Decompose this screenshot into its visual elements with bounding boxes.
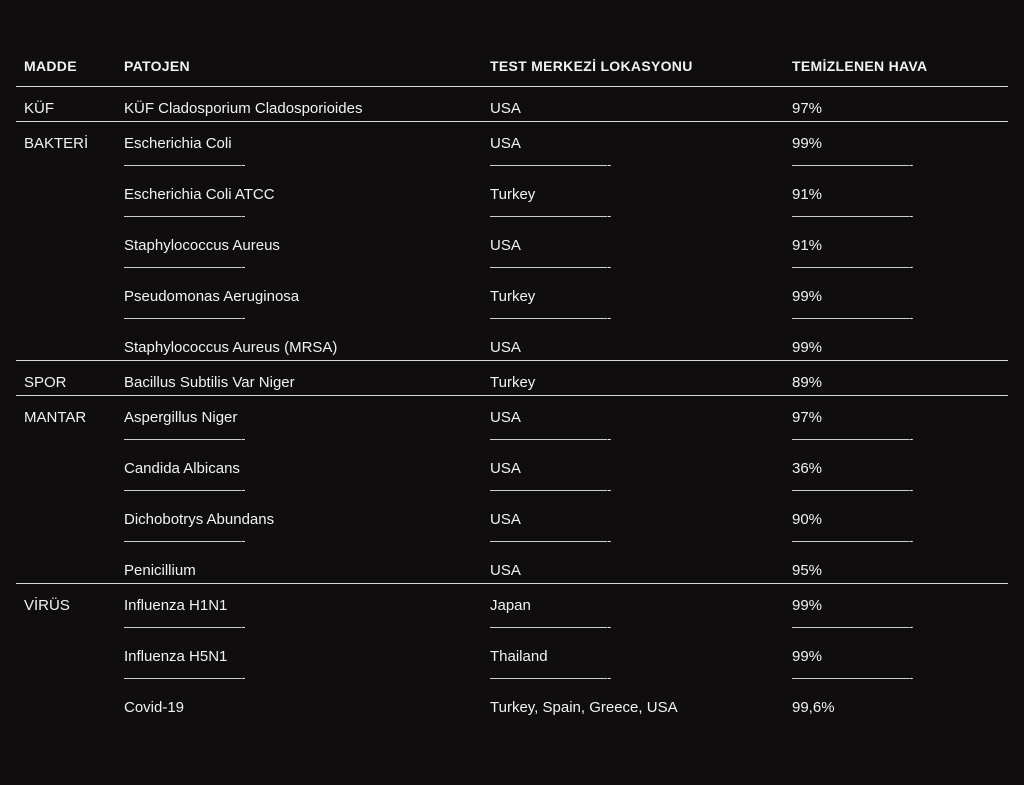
- separator-dash: —————————-: [792, 618, 914, 634]
- cell-hava: 99%: [792, 288, 823, 305]
- separator-dash: —————————-: [490, 309, 612, 325]
- cell-patojen: Pseudomonas Aeruginosa: [124, 288, 300, 305]
- cell-patojen: KÜF Cladosporium Cladosporioides: [124, 100, 363, 117]
- cell-madde: VİRÜS: [24, 597, 70, 614]
- cell-hava: 91%: [792, 237, 823, 254]
- separator-dash: —————————-: [124, 258, 246, 274]
- cell-hava: 97%: [792, 100, 823, 117]
- table-row: [16, 450, 1008, 477]
- cell-lokasyon: USA: [490, 100, 521, 117]
- separator-dash: —————————-: [124, 207, 246, 223]
- cell-patojen: Influenza H1N1: [124, 597, 228, 614]
- separator-dash: —————————-: [490, 618, 612, 634]
- separator-dash: —————————-: [124, 430, 246, 446]
- separator-dash: —————————-: [792, 258, 914, 274]
- separator-dash: —————————-: [490, 156, 612, 172]
- cell-lokasyon: USA: [490, 339, 521, 356]
- cell-madde: BAKTERİ: [24, 135, 89, 152]
- cell-lokasyon: Turkey: [490, 288, 536, 305]
- cell-lokasyon: Turkey, Spain, Greece, USA: [490, 699, 678, 716]
- table-row: [16, 638, 1008, 665]
- cell-patojen: Influenza H5N1: [124, 648, 228, 665]
- table-row: [16, 587, 1008, 614]
- pathogen-table: [16, 46, 1008, 720]
- header-patojen: PATOJEN: [124, 58, 190, 74]
- cell-hava: 91%: [792, 186, 823, 203]
- separator-dash: —————————-: [124, 481, 246, 497]
- row-separator: [16, 477, 1008, 501]
- cell-hava: 97%: [792, 409, 823, 426]
- cell-patojen: Bacillus Subtilis Var Niger: [124, 374, 295, 391]
- row-separator: [16, 305, 1008, 329]
- cell-patojen: Escherichia Coli: [124, 135, 232, 152]
- table-row: [16, 176, 1008, 203]
- cell-patojen: Staphylococcus Aureus (MRSA): [124, 339, 338, 356]
- cell-lokasyon: Thailand: [490, 648, 548, 665]
- cell-madde: MANTAR: [24, 409, 87, 426]
- table-row: [16, 501, 1008, 528]
- header-madde: MADDE: [24, 58, 77, 74]
- cell-lokasyon: USA: [490, 409, 521, 426]
- separator-dash: —————————-: [792, 156, 914, 172]
- separator-dash: —————————-: [490, 669, 612, 685]
- cell-hava: 99,6%: [792, 699, 835, 716]
- separator-dash: —————————-: [792, 207, 914, 223]
- separator-dash: —————————-: [124, 532, 246, 548]
- cell-hava: 99%: [792, 648, 823, 665]
- cell-lokasyon: USA: [490, 460, 521, 477]
- table-row: [16, 552, 1008, 579]
- row-separator: [16, 254, 1008, 278]
- table-row: [16, 329, 1008, 356]
- separator-dash: —————————-: [124, 309, 246, 325]
- separator-dash: —————————-: [792, 309, 914, 325]
- separator-dash: —————————-: [124, 669, 246, 685]
- separator-dash: —————————-: [490, 258, 612, 274]
- cell-lokasyon: USA: [490, 135, 521, 152]
- cell-lokasyon: USA: [490, 562, 521, 579]
- cell-patojen: Dichobotrys Abundans: [124, 511, 275, 528]
- cell-patojen: Staphylococcus Aureus: [124, 237, 280, 254]
- separator-dash: —————————-: [490, 481, 612, 497]
- cell-hava: 36%: [792, 460, 823, 477]
- table-header: [16, 46, 1008, 86]
- header-lokasyon: TEST MERKEZİ LOKASYONU: [490, 58, 693, 74]
- separator-dash: —————————-: [792, 481, 914, 497]
- separator-dash: —————————-: [792, 430, 914, 446]
- table-group: [16, 122, 1008, 360]
- row-separator: [16, 426, 1008, 450]
- row-separator: [16, 203, 1008, 227]
- separator-dash: —————————-: [792, 532, 914, 548]
- cell-hava: 95%: [792, 562, 823, 579]
- separator-dash: —————————-: [490, 207, 612, 223]
- cell-lokasyon: Turkey: [490, 374, 536, 391]
- cell-lokasyon: Japan: [490, 597, 531, 614]
- table-row: [16, 90, 1008, 117]
- table-row: [16, 227, 1008, 254]
- cell-madde: KÜF: [24, 100, 54, 117]
- cell-lokasyon: USA: [490, 511, 521, 528]
- cell-madde: SPOR: [24, 374, 67, 391]
- separator-dash: —————————-: [490, 430, 612, 446]
- row-separator: [16, 152, 1008, 176]
- cell-patojen: Covid-19: [124, 699, 185, 716]
- table-row: [16, 399, 1008, 426]
- cell-hava: 89%: [792, 374, 823, 391]
- cell-patojen: Escherichia Coli ATCC: [124, 186, 275, 203]
- cell-hava: 99%: [792, 135, 823, 152]
- table-body: [16, 87, 1008, 720]
- table-row: [16, 125, 1008, 152]
- row-separator: [16, 665, 1008, 689]
- table-row: [16, 364, 1008, 391]
- separator-dash: —————————-: [490, 532, 612, 548]
- table-group: [16, 361, 1008, 395]
- header-hava: TEMİZLENEN HAVA: [792, 58, 928, 74]
- separator-dash: —————————-: [124, 618, 246, 634]
- cell-hava: 99%: [792, 597, 823, 614]
- table-group: [16, 396, 1008, 583]
- row-separator: [16, 614, 1008, 638]
- cell-lokasyon: Turkey: [490, 186, 536, 203]
- table-row: [16, 689, 1008, 716]
- cell-hava: 99%: [792, 339, 823, 356]
- cell-patojen: Aspergillus Niger: [124, 409, 238, 426]
- cell-lokasyon: USA: [490, 237, 521, 254]
- cell-patojen: Penicillium: [124, 562, 196, 579]
- table-group: [16, 584, 1008, 720]
- table-group: [16, 87, 1008, 121]
- row-separator: [16, 528, 1008, 552]
- separator-dash: —————————-: [124, 156, 246, 172]
- cell-hava: 90%: [792, 511, 823, 528]
- separator-dash: —————————-: [792, 669, 914, 685]
- cell-patojen: Candida Albicans: [124, 460, 240, 477]
- table-row: [16, 278, 1008, 305]
